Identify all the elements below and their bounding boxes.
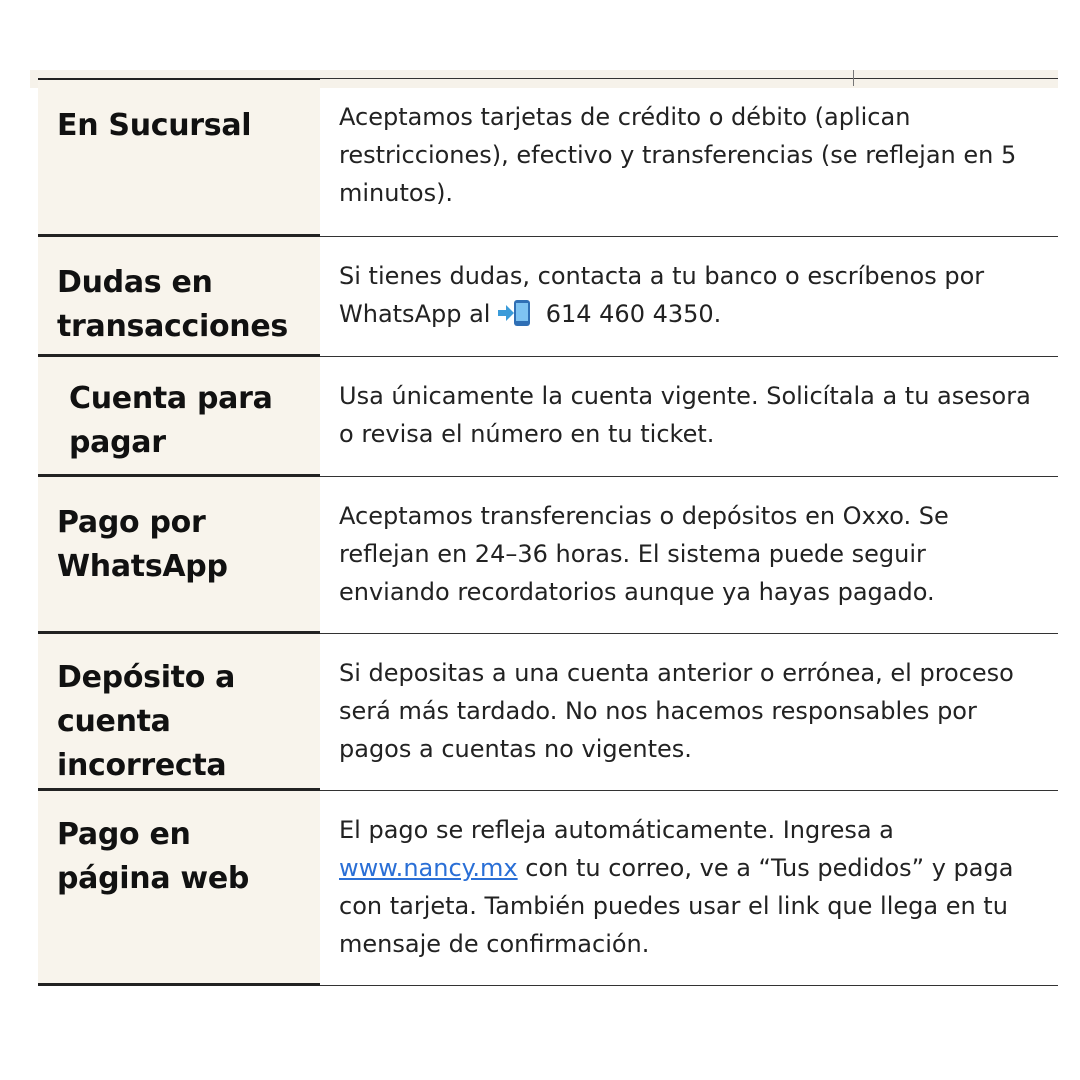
text-cell bbox=[320, 357, 1058, 477]
label-cell bbox=[38, 477, 320, 634]
row-label: Pago en página web bbox=[57, 817, 250, 896]
label-cell bbox=[38, 237, 320, 357]
row-text: Aceptamos tarjetas de crédito o débito (aplican restricciones), efectivo y transferencias (se reflejan en 5 minutos). bbox=[339, 103, 1017, 207]
website-link[interactable]: www.nancy.mx bbox=[339, 854, 518, 882]
label-cell bbox=[38, 634, 320, 791]
row-dudas-transacciones bbox=[38, 237, 1058, 357]
text-cell bbox=[320, 477, 1058, 634]
row-label: En Sucursal bbox=[57, 108, 252, 143]
top-rule bbox=[320, 78, 1058, 79]
label-cell bbox=[38, 80, 320, 237]
row-cuenta-pagar bbox=[38, 357, 1058, 477]
row-pago-whatsapp bbox=[38, 477, 1058, 634]
row-label: Dudas en transacciones bbox=[57, 265, 288, 344]
row-text: Si depositas a una cuenta anterior o errónea, el proceso será más tardado. No nos hacemos responsables por pagos a cuentas no vigentes. bbox=[339, 659, 1014, 763]
row-text: Usa únicamente la cuenta vigente. Solicítala a tu asesora o revisa el número en tu ticket. bbox=[339, 382, 1031, 448]
text-cell bbox=[320, 80, 1058, 237]
label-cell bbox=[38, 791, 320, 986]
phone-number: 614 460 4350. bbox=[538, 300, 722, 328]
text-cell bbox=[320, 237, 1058, 357]
row-text-start: Si tienes dudas, contacta a tu banco o escríbenos por WhatsApp al bbox=[339, 262, 985, 328]
row-label: Depósito a cuenta incorrecta bbox=[57, 660, 236, 783]
row-text bbox=[339, 257, 1039, 333]
row-text-start: El pago se refleja automáticamente. Ingresa a bbox=[339, 816, 894, 844]
label-cell bbox=[38, 357, 320, 477]
row-text: Aceptamos transferencias o depósitos en Oxxo. Se reflejan en 24–36 horas. El sistema puede seguir enviando recordatorios aunque ya hayas pagado. bbox=[339, 502, 949, 606]
row-label: Cuenta para pagar bbox=[69, 381, 273, 460]
row-en-sucursal bbox=[38, 80, 1058, 237]
row-deposito-incorrecta bbox=[38, 634, 1058, 791]
row-pago-web bbox=[38, 791, 1058, 986]
mobile-phone-arrow-icon bbox=[498, 300, 532, 326]
row-text bbox=[339, 811, 1039, 963]
text-cell bbox=[320, 791, 1058, 986]
row-text-end: con tu correo, ve a “Tus pedidos” y paga con tarjeta. También puedes usar el link que llega en tu mensaje de confirmación. bbox=[339, 854, 1014, 958]
row-label: Pago por WhatsApp bbox=[57, 505, 228, 584]
text-cell bbox=[320, 634, 1058, 791]
